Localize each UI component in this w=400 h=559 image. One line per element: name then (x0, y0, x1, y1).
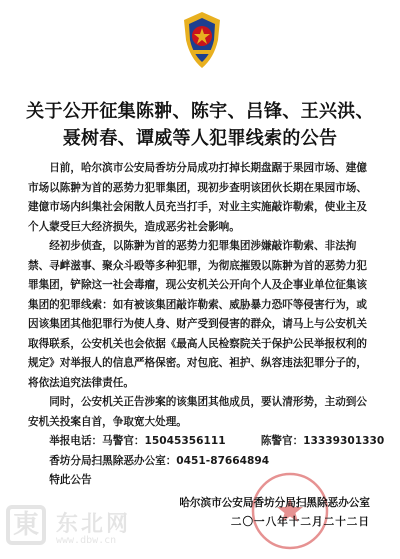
notice-title (22, 98, 378, 152)
title-line-2: 聂树春、谭威等人犯罪线索的公告 (62, 128, 338, 149)
hotline-label: 举报电话： (49, 435, 103, 447)
closing-line: 特此公告 (49, 474, 92, 486)
notice-sheet (22, 8, 385, 548)
signature-date: 二〇一八年十二月二十二日 (230, 516, 370, 528)
watermark-url: www.dbw.cn (56, 535, 117, 546)
paragraph-intro: 日前，哈尔滨市公安局香坊分局成功打掉长期盘踞于果园市场、建億市场以陈翀为首的恶势力犯罪集团，现初步查明该团伙长期在果园市场、建億市场内纠集社会闲散人员充当打手，对业主实施敲诈勒索，使业主及个人蒙受巨大经济损失，造成恶劣社会影响。 (28, 162, 367, 233)
paragraph-investigation: 经初步侦查，以陈翀为首的恶势力犯罪集团涉嫌敲诈勒索、非法拘禁、寻衅滋事、聚众斗殴等多种犯罪，为彻底摧毁以陈翀为首的恶势力犯罪集团，铲除这一社会毒瘤，现公安机关公开向个人及企事业单位征集该集团的犯罪线索：如有被该集团敲诈勒索、威胁暴力恐吓等侵害行为，或因该集团其他犯罪行为使人身、财产受到侵害的群众，请马上与公安机关取得联系，公安机关也会依据《最高人民检察院关于保护公民举报权利的规定》对举报人的信息严格保密。对包庇、袒护、纵容违法犯罪分子的，将依法追究法律责任。 (28, 240, 367, 389)
police-emblem-icon (180, 10, 224, 70)
watermark-mark: 東 (6, 505, 46, 545)
official-seal (244, 471, 336, 551)
paragraph-surrender: 同时，公安机关正告涉案的该集团其他成员，要认清形势，主动到公安机关投案自首，争取宽大处理。 (28, 396, 367, 428)
officer-ma-phone: 马警官：15045356111 (102, 435, 226, 447)
site-watermark (6, 505, 154, 555)
signature-org: 哈尔滨市公安局香坊分局扫黑除恶办公室 (179, 497, 370, 509)
title-line-1: 关于公开征集陈翀、陈宇、吕锋、王兴洪、 (26, 101, 374, 122)
notice-body (28, 159, 385, 491)
hotline-row (28, 432, 385, 452)
office-phone: 香坊分局扫黑除恶办公室：0451-87664894 (49, 454, 270, 467)
watermark-name: 东北网 (56, 512, 132, 537)
officer-chen-phone: 陈警官：13339301330 (260, 435, 385, 447)
